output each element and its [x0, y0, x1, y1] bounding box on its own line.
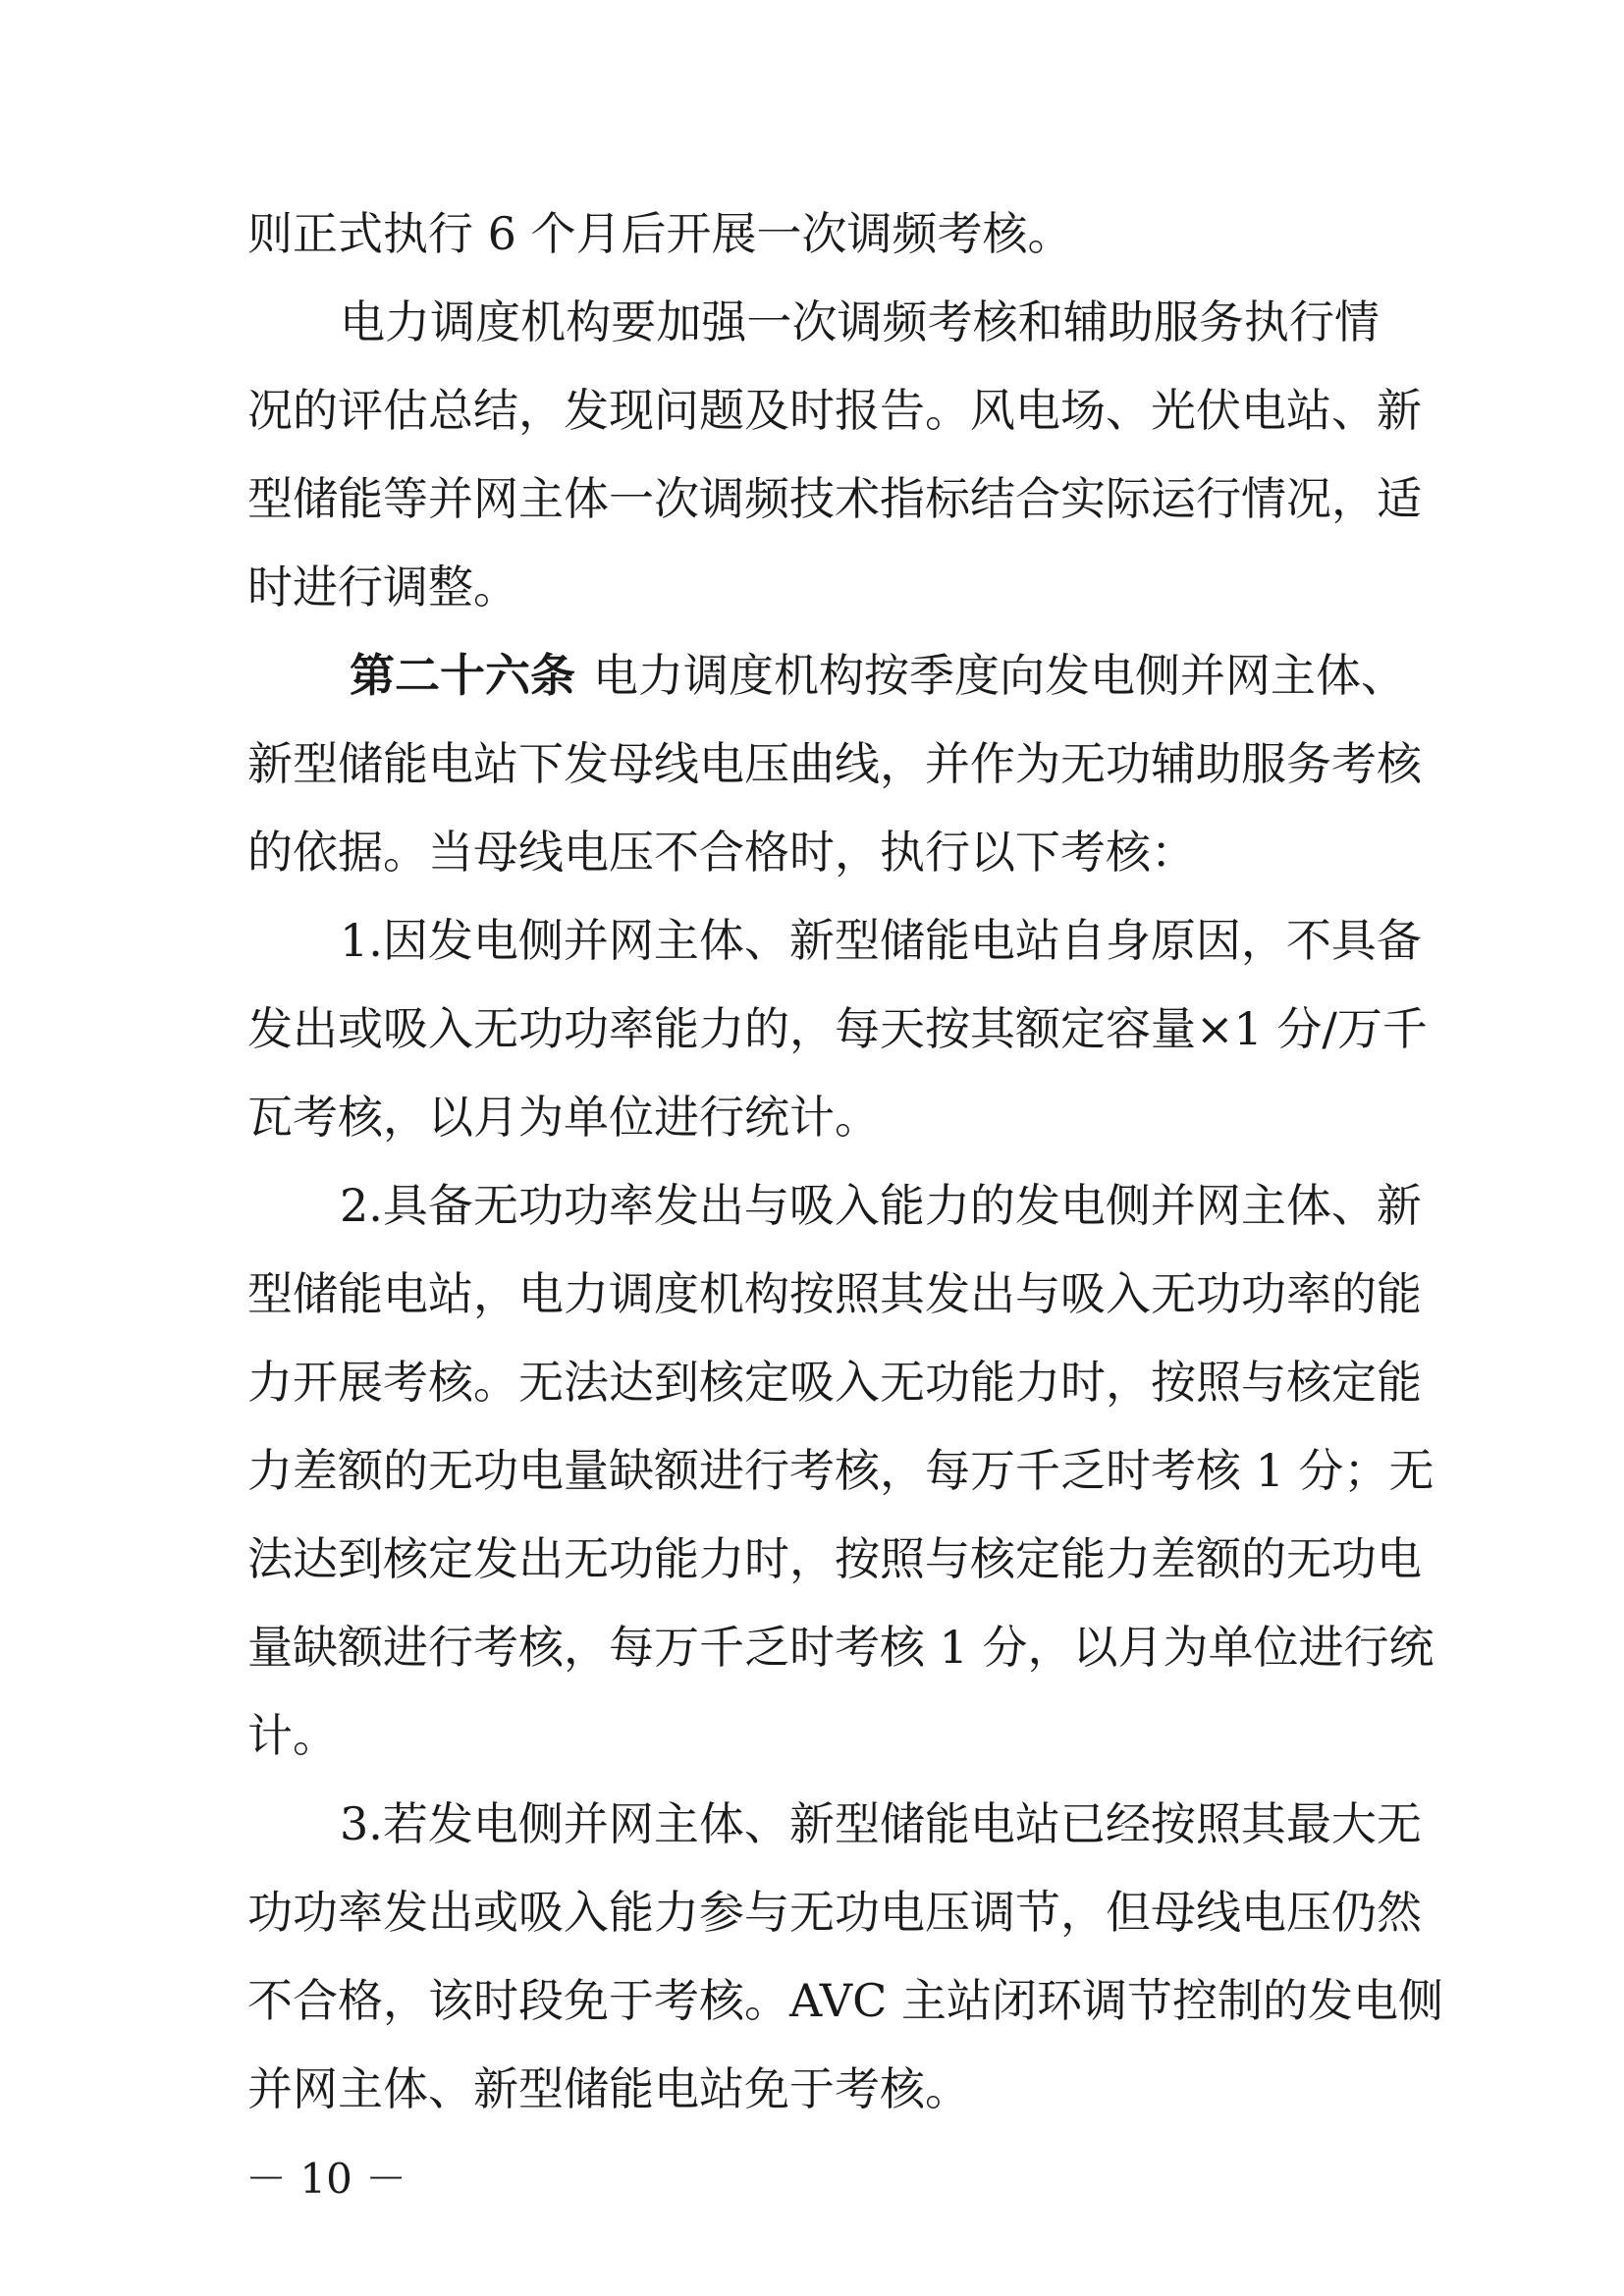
- text-line: 功功率发出或吸入能力参与无功电压调节，但母线电压仍然: [247, 1886, 1422, 1939]
- text-line: 型储能等并网主体一次调频技术指标结合实际运行情况，适: [247, 472, 1422, 525]
- item-2-line-6: [0, 1608, 1624, 1686]
- text-line: 电力调度机构按季度向发电侧并网主体、: [593, 649, 1406, 702]
- article-heading: 第二十六条: [350, 649, 575, 702]
- text-line: 并网主体、新型储能电站免于考核。: [247, 2062, 970, 2115]
- text-line: 电力调度机构要加强一次调频考核和辅助服务执行情: [340, 295, 1380, 348]
- item-1-line-1: [0, 901, 1624, 980]
- paragraph-1-line-1: [0, 283, 1624, 361]
- paragraph-1-line-3: [0, 459, 1624, 538]
- page-number: － 10 －: [245, 2155, 407, 2203]
- item-3-line-4: [0, 2050, 1624, 2128]
- article-26-line-3: [0, 813, 1624, 891]
- item-2-line-3: [0, 1343, 1624, 1421]
- text-line: 计。: [247, 1709, 338, 1762]
- text-line: 2.具备无功功率发出与吸入能力的发电侧并网主体、新: [340, 1179, 1422, 1232]
- item-3-line-3: [0, 1961, 1624, 2040]
- item-1-line-2: [0, 989, 1624, 1068]
- text-line: 则正式执行 6 个月后开展一次调频考核。: [247, 207, 1073, 260]
- article-26-line-1: [0, 636, 1624, 715]
- text-line: 况的评估总结，发现问题及时报告。风电场、光伏电站、新: [247, 384, 1422, 437]
- text-line: 型储能电站，电力调度机构按照其发出与吸入无功功率的能: [247, 1267, 1422, 1320]
- text-line: 新型储能电站下发母线电压曲线，并作为无功辅助服务考核: [247, 737, 1422, 790]
- item-1-line-3: [0, 1078, 1624, 1156]
- paragraph-1-line-4: [0, 548, 1624, 626]
- text-line: 发出或吸入无功功率能力的，每天按其额定容量×1 分/万千: [247, 1002, 1428, 1055]
- article-26-line-2: [0, 724, 1624, 803]
- item-2-line-2: [0, 1255, 1624, 1333]
- item-2-line-4: [0, 1431, 1624, 1510]
- paragraph-continuation: [0, 194, 1624, 273]
- text-line: 1.因发电侧并网主体、新型储能电站自身原因，不具备: [340, 914, 1422, 967]
- text-line: 法达到核定发出无功能力时，按照与核定能力差额的无功电: [247, 1532, 1422, 1585]
- text-line: 的依据。当母线电压不合格时，执行以下考核：: [247, 826, 1196, 879]
- text-line: 量缺额进行考核，每万千乏时考核 1 分，以月为单位进行统: [247, 1621, 1435, 1674]
- text-line: 瓦考核，以月为单位进行统计。: [247, 1091, 880, 1144]
- item-2-line-7: [0, 1696, 1624, 1775]
- text-line: 力差额的无功电量缺额进行考核，每万千乏时考核 1 分；无: [247, 1444, 1435, 1497]
- item-2-line-1: [0, 1166, 1624, 1245]
- paragraph-1-line-2: [0, 371, 1624, 450]
- text-line: 不合格，该时段免于考核。AVC 主站闭环调节控制的发电侧: [247, 1974, 1443, 2027]
- item-3-line-2: [0, 1873, 1624, 1951]
- item-3-line-1: [0, 1785, 1624, 1863]
- text-line: 时进行调整。: [247, 561, 518, 614]
- text-line: 3.若发电侧并网主体、新型储能电站已经按照其最大无: [340, 1797, 1422, 1850]
- text-line: 力开展考核。无法达到核定吸入无功能力时，按照与核定能: [247, 1356, 1422, 1409]
- item-2-line-5: [0, 1520, 1624, 1598]
